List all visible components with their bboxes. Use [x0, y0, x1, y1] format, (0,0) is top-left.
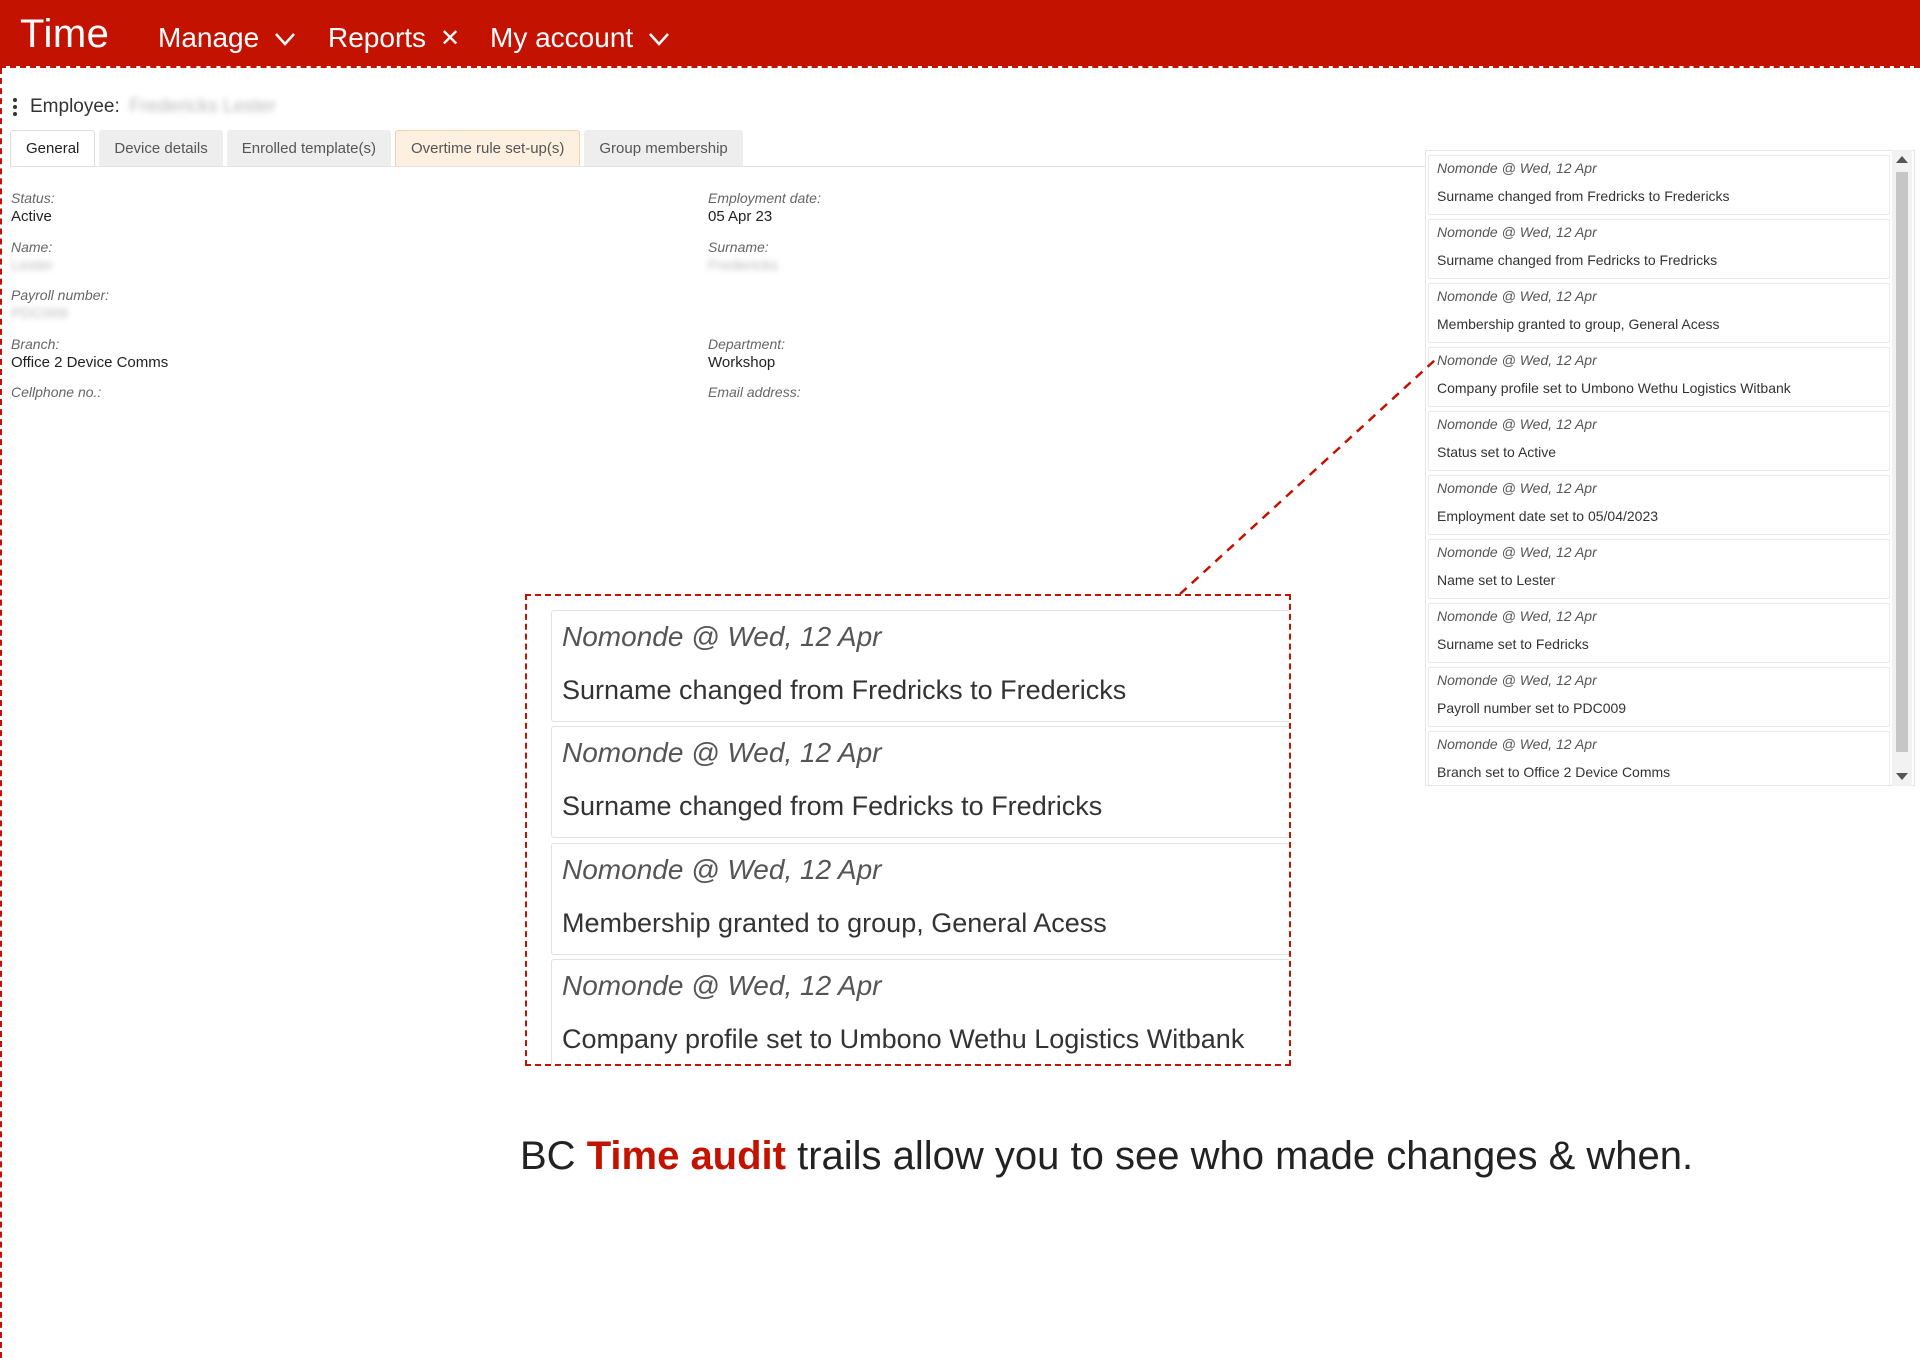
- audit-author: Nomonde @ Wed, 12 Apr: [1437, 224, 1597, 240]
- field-value: PDC009: [11, 305, 68, 322]
- audit-entry: [1428, 283, 1890, 343]
- field-cellphone: [11, 384, 101, 402]
- zoom-audit-entry: [551, 610, 1291, 722]
- employee-title: [30, 96, 276, 118]
- chevron-down-icon: [647, 26, 671, 50]
- app-brand[interactable]: Time: [20, 12, 110, 56]
- audit-change: Name set to Lester: [1437, 572, 1556, 588]
- zoom-audit-change: Surname changed from Fedricks to Fredricks: [562, 791, 1103, 821]
- tab-enrolled-templates[interactable]: Enrolled template(s): [227, 130, 391, 166]
- audit-author: Nomonde @ Wed, 12 Apr: [1437, 352, 1597, 368]
- audit-author: Nomonde @ Wed, 12 Apr: [1437, 160, 1597, 176]
- scroll-down-icon[interactable]: [1896, 773, 1908, 780]
- audit-change: Branch set to Office 2 Device Comms: [1437, 764, 1671, 780]
- more-options-icon[interactable]: [12, 98, 18, 120]
- tab-device-details[interactable]: Device details: [99, 130, 222, 166]
- caption-prefix: BC: [520, 1134, 587, 1178]
- zoom-audit-change: Company profile set to Umbono Wethu Logistics Witbank: [562, 1024, 1245, 1054]
- audit-entry: [1428, 667, 1890, 727]
- field-email: [708, 384, 801, 402]
- zoom-audit-author: Nomonde @ Wed, 12 Apr: [562, 854, 882, 885]
- field-department: [708, 336, 785, 371]
- field-name: [11, 239, 53, 274]
- audit-change: Membership granted to group, General Acess: [1437, 316, 1720, 332]
- employee-tabs: [10, 130, 743, 166]
- audit-author: Nomonde @ Wed, 12 Apr: [1437, 736, 1597, 752]
- zoom-audit-author: Nomonde @ Wed, 12 Apr: [562, 621, 882, 652]
- nav-my-account-label: My account: [490, 22, 634, 53]
- field-value: Fredericks: [708, 257, 779, 274]
- field-label: Employment date:: [708, 190, 821, 206]
- audit-entry: [1428, 475, 1890, 535]
- tab-group-membership[interactable]: Group membership: [584, 130, 742, 166]
- field-branch: [11, 336, 168, 371]
- field-label: Cellphone no.:: [11, 384, 102, 400]
- field-payroll-number: [11, 287, 109, 322]
- top-nav-bar: [0, 0, 1920, 66]
- audit-change: Status set to Active: [1437, 444, 1557, 460]
- audit-entry: [1428, 219, 1890, 279]
- zoom-audit-change: Membership granted to group, General Acess: [562, 908, 1107, 938]
- audit-author: Nomonde @ Wed, 12 Apr: [1437, 608, 1597, 624]
- tab-overtime-rules[interactable]: Overtime rule set-up(s): [395, 130, 580, 166]
- field-label: Surname:: [708, 239, 769, 255]
- audit-author: Nomonde @ Wed, 12 Apr: [1437, 288, 1597, 304]
- caption-highlight: Time audit: [586, 1134, 786, 1178]
- scroll-thumb[interactable]: [1896, 172, 1908, 752]
- field-surname: [708, 239, 778, 274]
- audit-entry: [1428, 411, 1890, 471]
- nav-manage[interactable]: [158, 22, 297, 54]
- field-label: Branch:: [11, 336, 60, 352]
- field-employment-date: [708, 190, 821, 225]
- audit-author: Nomonde @ Wed, 12 Apr: [1437, 480, 1597, 496]
- chevron-down-icon: [273, 26, 297, 50]
- zoom-callout: [525, 594, 1291, 1066]
- tabs-divider: [10, 166, 1425, 167]
- employee-title-value: Fredericks Lester: [129, 96, 276, 117]
- audit-change: Surname changed from Fredricks to Fredericks: [1437, 188, 1730, 204]
- audit-change: Employment date set to 05/04/2023: [1437, 508, 1659, 524]
- zoom-audit-entry: [551, 959, 1291, 1066]
- audit-entry: [1428, 155, 1890, 215]
- tab-general[interactable]: General: [10, 130, 95, 166]
- field-label: Email address:: [708, 384, 801, 400]
- audit-scrollbar[interactable]: [1892, 150, 1912, 786]
- field-label: Name:: [11, 239, 53, 255]
- field-value: Lester: [11, 257, 53, 274]
- close-icon[interactable]: ✕: [440, 24, 461, 52]
- field-value: Office 2 Device Comms: [11, 354, 169, 371]
- audit-entry: [1428, 731, 1890, 786]
- zoom-audit-entry: [551, 726, 1291, 838]
- audit-change: Company profile set to Umbono Wethu Logistics Witbank: [1437, 380, 1791, 396]
- audit-change: Surname changed from Fedricks to Fredricks: [1437, 252, 1718, 268]
- nav-manage-label: Manage: [158, 22, 260, 53]
- left-dashed-border: [0, 68, 2, 1358]
- audit-author: Nomonde @ Wed, 12 Apr: [1437, 544, 1597, 560]
- field-label: Status:: [11, 190, 55, 206]
- zoom-audit-author: Nomonde @ Wed, 12 Apr: [562, 970, 882, 1001]
- audit-entry: [1428, 347, 1890, 407]
- audit-change: Surname set to Fedricks: [1437, 636, 1589, 652]
- audit-entry: [1428, 603, 1890, 663]
- zoom-audit-entry: [551, 843, 1291, 955]
- audit-trail-panel[interactable]: [1425, 150, 1915, 786]
- nav-reports-label: Reports: [328, 22, 427, 53]
- scroll-up-icon[interactable]: [1896, 156, 1908, 163]
- nav-my-account[interactable]: [490, 22, 671, 54]
- employee-title-label: Employee:: [30, 96, 120, 117]
- field-value: Active: [11, 208, 52, 225]
- audit-entry: [1428, 539, 1890, 599]
- field-value: Workshop: [708, 354, 776, 371]
- audit-author: Nomonde @ Wed, 12 Apr: [1437, 672, 1597, 688]
- field-label: Payroll number:: [11, 287, 110, 303]
- caption-suffix: trails allow you to see who made changes & when.: [785, 1134, 1694, 1178]
- audit-change: Payroll number set to PDC009: [1437, 700, 1627, 716]
- zoom-audit-author: Nomonde @ Wed, 12 Apr: [562, 737, 882, 768]
- audit-list: [1428, 155, 1890, 786]
- audit-author: Nomonde @ Wed, 12 Apr: [1437, 416, 1597, 432]
- field-value: 05 Apr 23: [708, 208, 773, 225]
- field-status: [11, 190, 55, 225]
- topbar-dashed-divider: [0, 66, 1920, 68]
- nav-reports[interactable]: [328, 22, 460, 54]
- field-label: Department:: [708, 336, 786, 352]
- marketing-caption: [520, 1134, 1693, 1179]
- zoom-audit-change: Surname changed from Fredricks to Fredericks: [562, 675, 1127, 705]
